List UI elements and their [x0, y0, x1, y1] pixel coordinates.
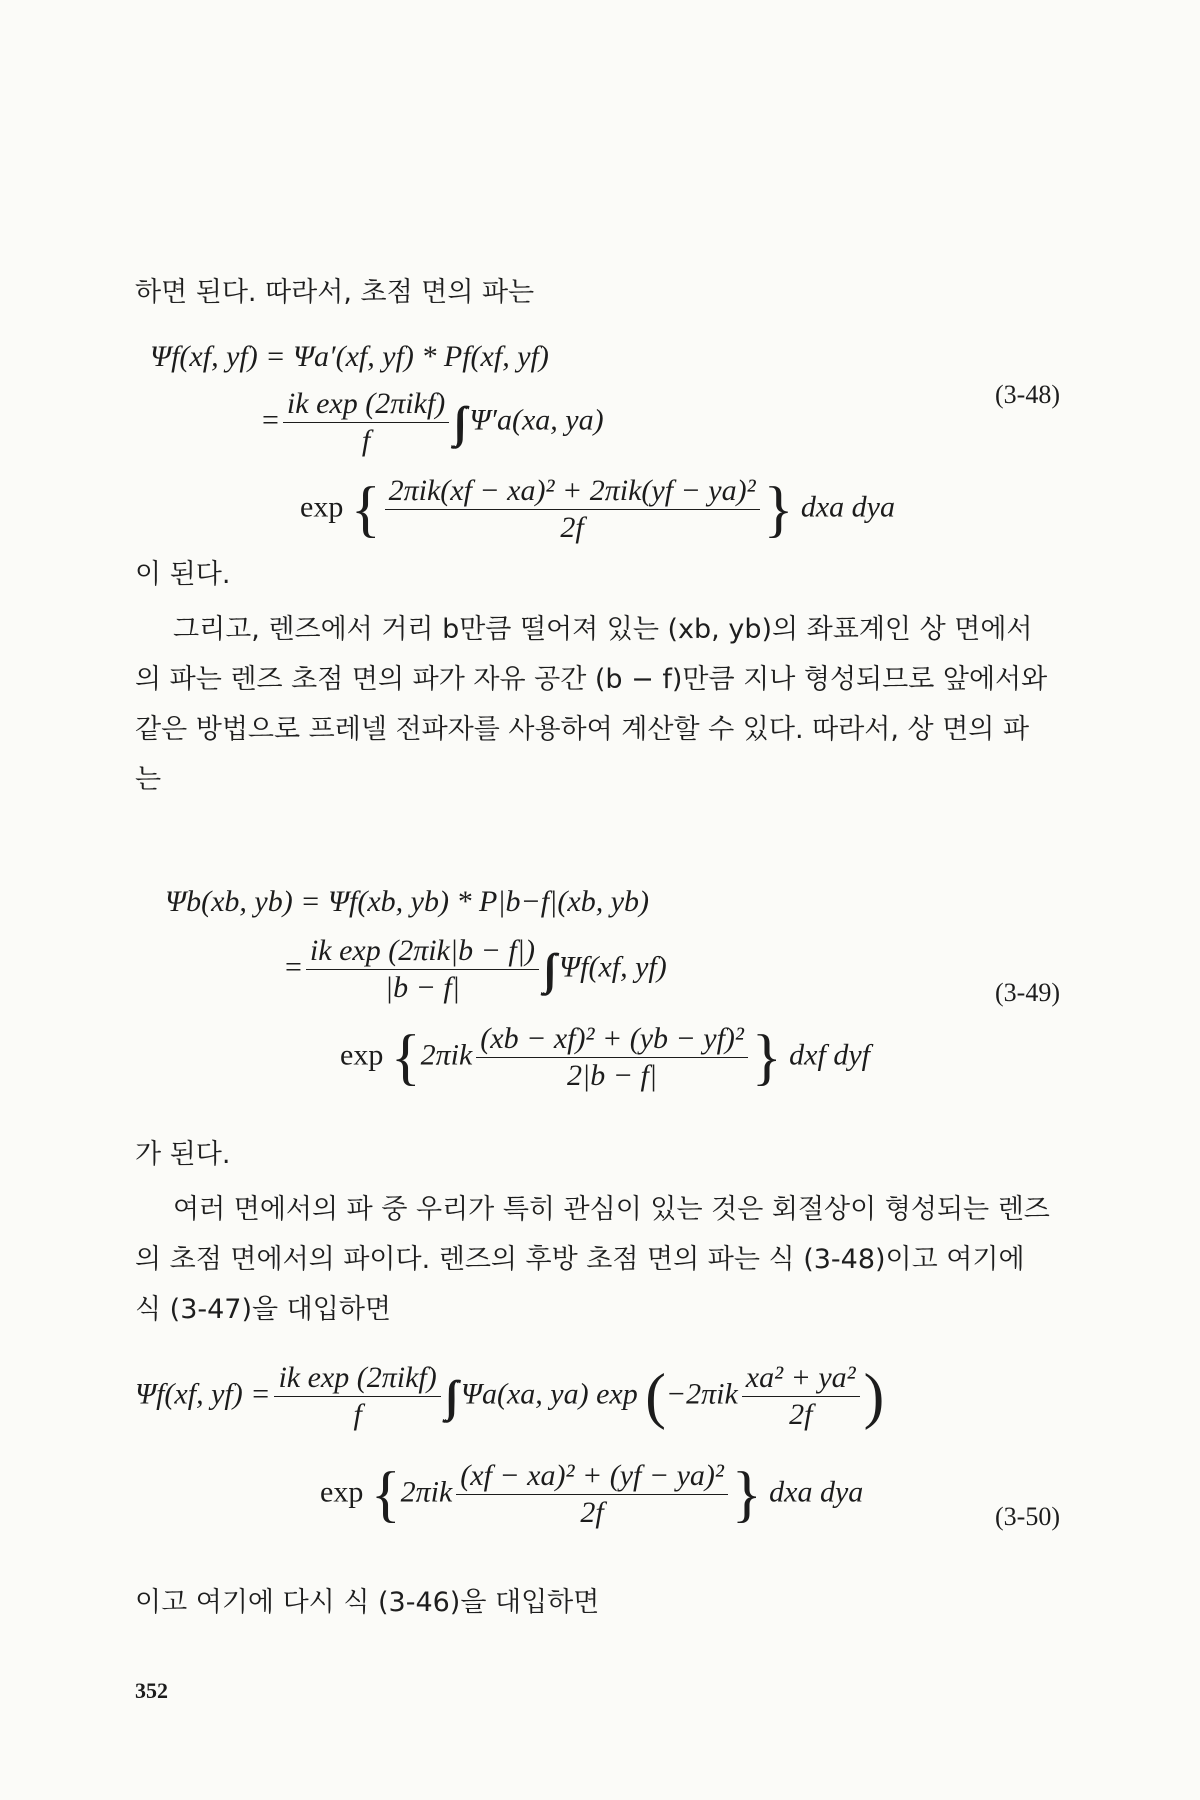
- eq50-line2: exp {2πik $\frac{\text{(xf − xa)² + (yf − ya)²}}{2f}$ } dxa dya: [320, 1459, 864, 1529]
- eq49-fraction: $\frac{\text{ik exp (2πik|b − f|)}}{|b - f|}$: [306, 935, 539, 1004]
- paragraph-3: 그리고, 렌즈에서 거리 b만큼 떨어져 있는 (xb, yb)의 좌표계인 상 면에서의 파는 렌즈 초점 면의 파가 자유 공간 (b − f)만큼 지나 형성되므로 앞에서와 같은 방법으로 프레넬 전파자를 사용하여 계산할 수 있다. 따라서, 상 면의 파는: [135, 614, 1048, 795]
- eq50-line1: Ψf(xf, yf) = $\frac{\text{ik exp (2πikf)}}{f}$ ∫∫ Ψa(xa, ya) exp (−2πik $\frac{\text{xa² + ya²}}{2f}$ ): [135, 1361, 885, 1431]
- eq49-line3: exp {2πik $\frac{\text{(xb − xf)² + (yb − yf)²}}{2|b - f|}$ } dxf dyf: [340, 1022, 870, 1092]
- eq48-line1: Ψf(xf, yf) = Ψa′(xf, yf) * Pf(xf, yf): [150, 340, 549, 373]
- eq48-number: (3-48): [995, 380, 1060, 409]
- left-brace-icon: {: [350, 475, 381, 544]
- page-number: 352: [135, 1678, 168, 1703]
- left-brace-icon: {: [370, 1460, 401, 1529]
- eq49-exp-fraction: $\frac{\text{(xb − xf)² + (yb − yf)²}}{2|b - f|}$: [476, 1023, 748, 1092]
- eq48-line3: exp { $\frac{\text{2πik(xf − xa)² + 2πik(yf − ya)²}}{2f}$ } dxa dya: [300, 474, 895, 544]
- eq49-number: (3-49): [995, 978, 1060, 1007]
- eq48-line2: = $\frac{\text{ik exp (2πikf)}}{f}$ ∫∫ Ψ′a(xa, ya): [262, 387, 604, 457]
- eq50-fraction: $\frac{\text{ik exp (2πikf)}}{f}$: [274, 1362, 440, 1431]
- eq48-exp-fraction: $\frac{\text{2πik(xf − xa)² + 2πik(yf − ya)²}}{2f}$: [385, 475, 760, 544]
- paragraph-1: 하면 된다. 따라서, 초점 면의 파는: [135, 277, 535, 308]
- eq50-exp-fraction: $\frac{\text{(xf − xa)² + (yf − ya)²}}{2f}$: [456, 1460, 728, 1529]
- paragraph-4: 가 된다.: [135, 1139, 231, 1170]
- paragraph-2: 이 된다.: [135, 559, 231, 590]
- eq49-line2: = $\frac{\text{ik exp (2πik|b − f|)}}{|b - f|}$ ∫∫ Ψf(xf, yf): [285, 934, 667, 1004]
- double-integral-icon: ∫∫: [453, 398, 458, 447]
- paragraph-6: 이고 여기에 다시 식 (3-46)을 대입하면: [135, 1587, 600, 1618]
- eq50-paren-fraction: $\frac{\text{xa² + ya²}}{2f}$: [742, 1362, 860, 1431]
- paragraph-5: 여러 면에서의 파 중 우리가 특히 관심이 있는 것은 회절상이 형성되는 렌즈의 초점 면에서의 파이다. 렌즈의 후방 초점 면의 파는 식 (3-48)이고 여기에 식 (3-47)을 대입하면: [135, 1194, 1050, 1325]
- left-paren-icon: (: [645, 1362, 666, 1431]
- eq49-line1: Ψb(xb, yb) = Ψf(xb, yb) * P|b−f|(xb, yb): [165, 885, 649, 918]
- eq48-fraction: $\frac{\text{ik exp (2πikf)}}{f}$: [283, 388, 449, 457]
- double-integral-icon: ∫∫: [542, 945, 548, 994]
- right-paren-icon: ): [863, 1362, 885, 1431]
- eq50-number: (3-50): [995, 1502, 1060, 1531]
- right-brace-icon: }: [751, 1023, 782, 1092]
- double-integral-icon: ∫∫: [444, 1372, 449, 1421]
- left-brace-icon: {: [390, 1023, 421, 1092]
- right-brace-icon: }: [731, 1460, 762, 1529]
- right-brace-icon: }: [763, 475, 794, 544]
